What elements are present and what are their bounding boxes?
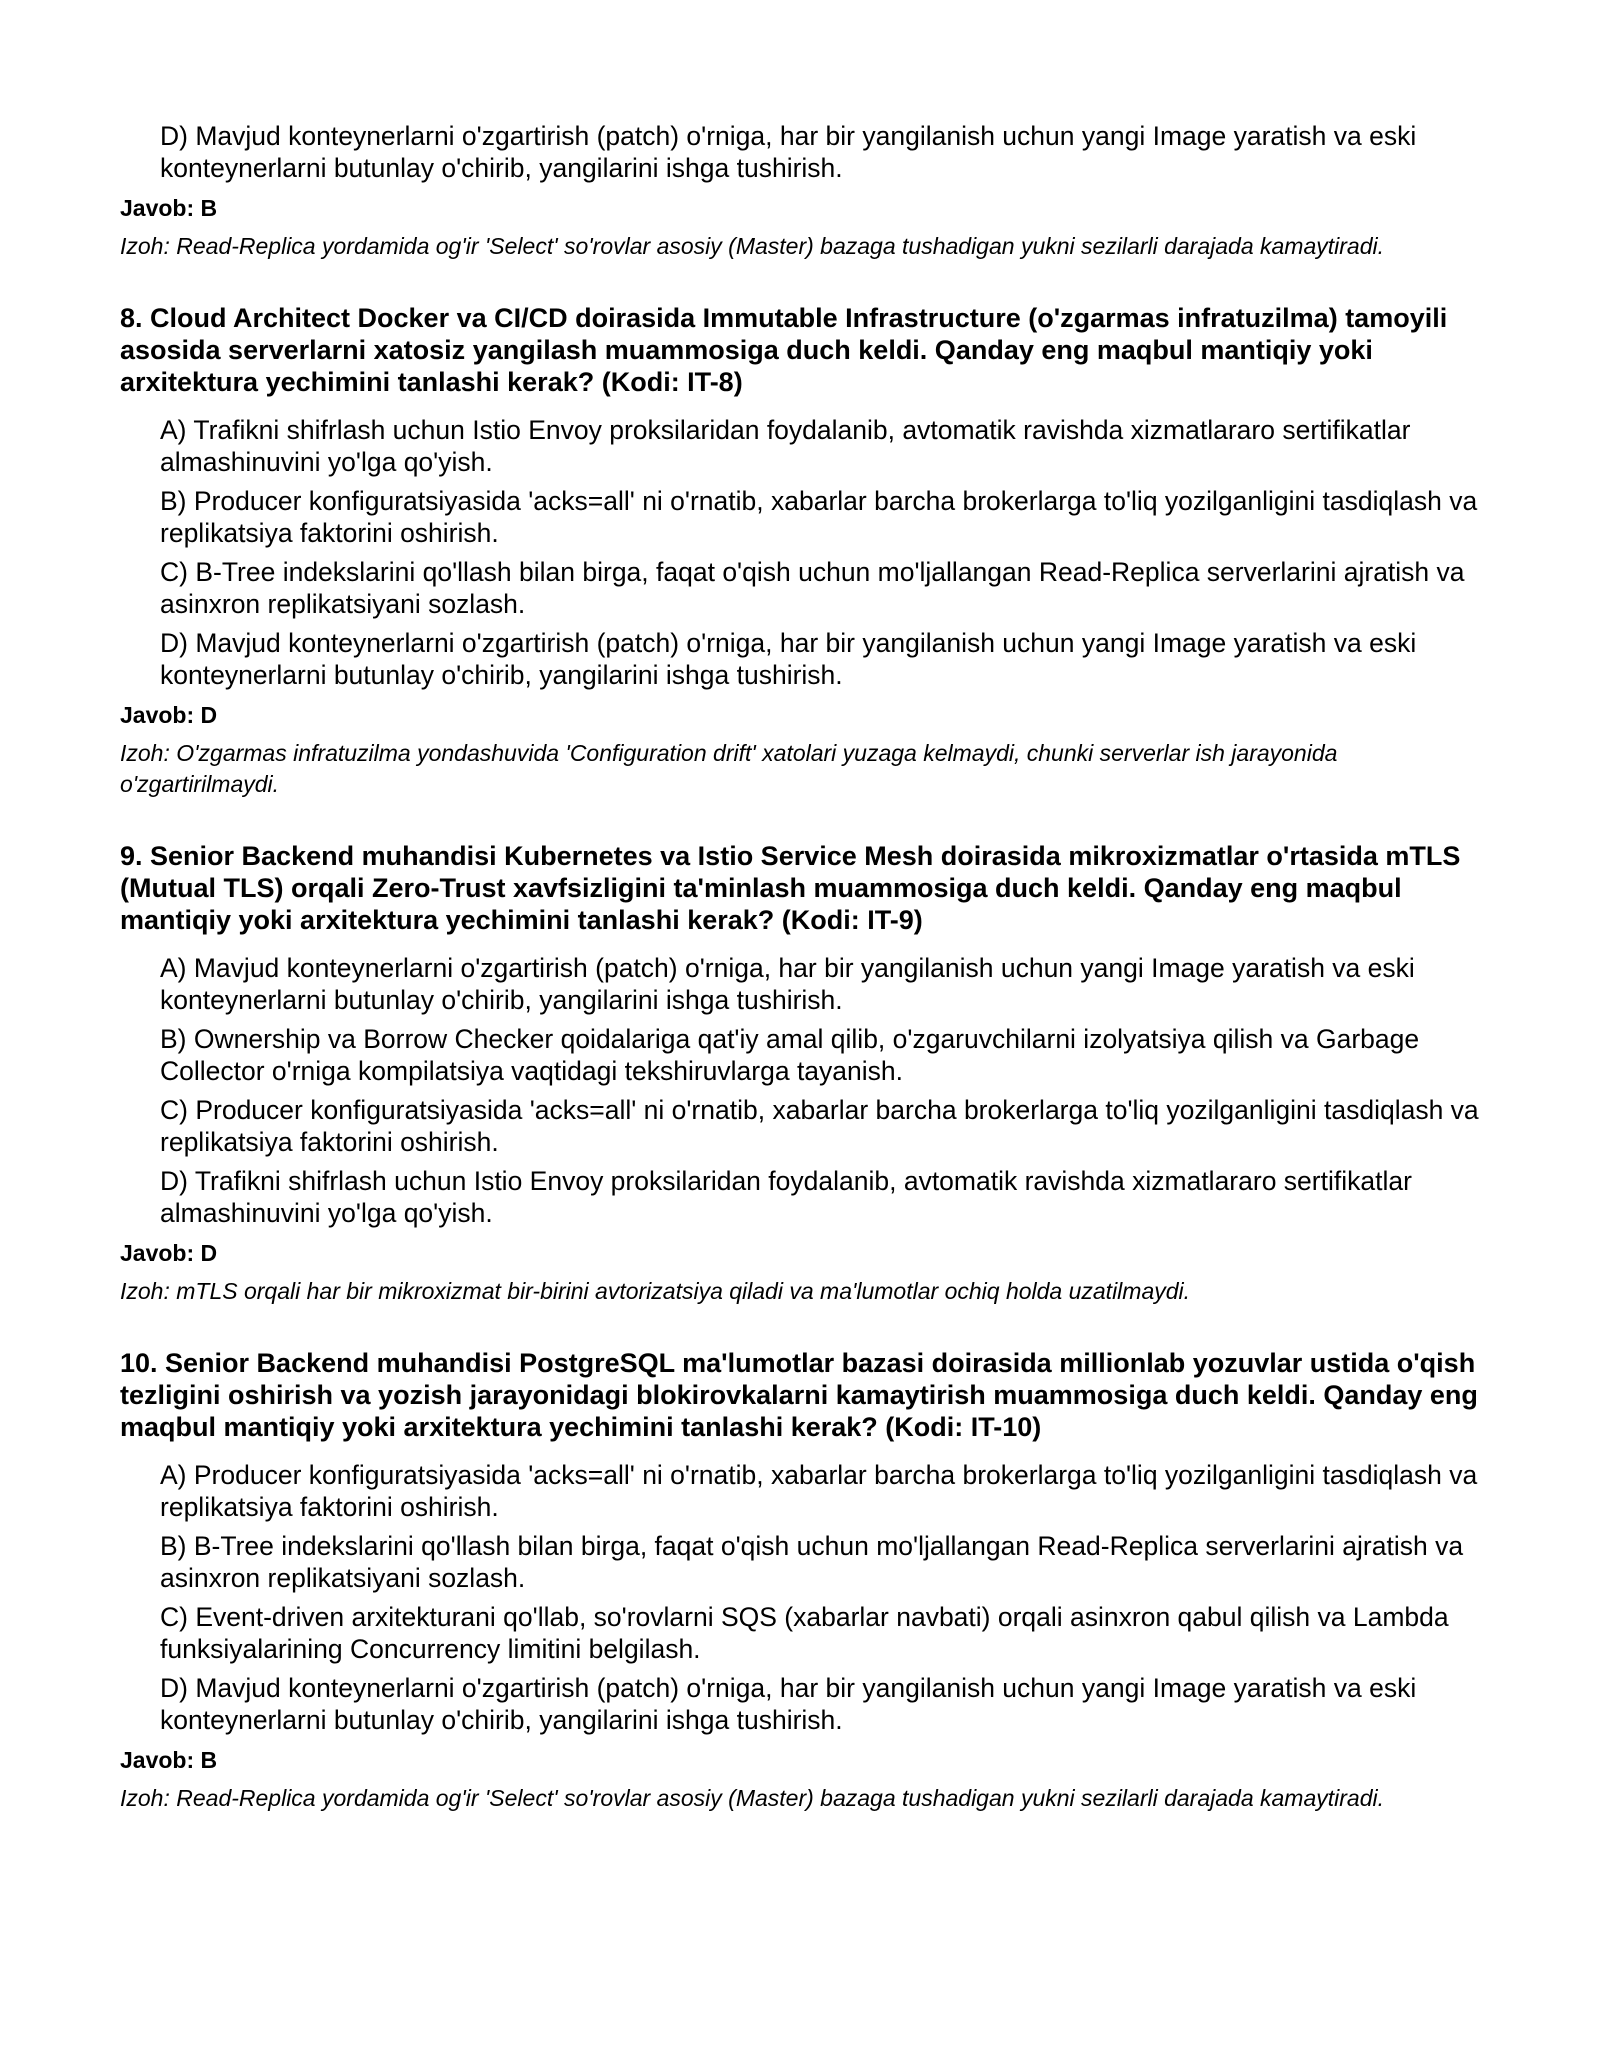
- option-b: B) B-Tree indekslarini qo'llash bilan birga, faqat o'qish uchun mo'ljallangan Read-Replica serverlarini ajratish va asinxron replikatsiyani sozlash.: [160, 1531, 1464, 1593]
- option-d: D) Trafikni shifrlash uchun Istio Envoy proksilaridan foydalanib, avtomatik ravishda xizmatlararo sertifikatlar almashinuvini yo'lga qo'yish.: [160, 1166, 1412, 1228]
- question-7-tail: [120, 120, 1490, 262]
- question-text: 8. Cloud Architect Docker va CI/CD doirasida Immutable Infrastructure (o'zgarmas infratuzilma) tamoyili asosida serverlarni xatosiz yangilash muammosiga duch keldi. Qanday eng maqbul mantiqiy yoki arxitektura yechimini tanlashi kerak? (Kodi: IT-8): [120, 303, 1448, 397]
- question-text: 10. Senior Backend muhandisi PostgreSQL ma'lumotlar bazasi doirasida millionlab yozuvlar ustida o'qish tezligini oshirish va yozish jarayonidagi blokirovkalarni kamaytirish muammosiga duch keldi. Qanday eng maqbul mantiqiy yoki arxitektura yechimini tanlashi kerak? (Kodi: IT-10): [120, 1348, 1478, 1442]
- option-d: D) Mavjud konteynerlarni o'zgartirish (patch) o'rniga, har bir yangilanish uchun yangi Image yaratish va eski konteynerlarni butunlay o'chirib, yangilarini ishga tushirish.: [160, 628, 1417, 690]
- answer-label: Javob: D: [120, 1240, 218, 1266]
- answer-label: Javob: B: [120, 1747, 218, 1773]
- option-d: D) Mavjud konteynerlarni o'zgartirish (patch) o'rniga, har bir yangilanish uchun yangi Image yaratish va eski konteynerlarni butunlay o'chirib, yangilarini ishga tushirish.: [160, 121, 1417, 183]
- option-c: C) Producer konfiguratsiyasida 'acks=all' ni o'rnatib, xabarlar barcha brokerlarga to'liq yozilganligini tasdiqlash va replikatsiya faktorini oshirish.: [160, 1095, 1479, 1157]
- option-b: B) Ownership va Borrow Checker qoidalariga qat'iy amal qilib, o'zgaruvchilarni izolyatsiya qilish va Garbage Collector o'rniga kompilatsiya vaqtidagi tekshiruvlarga tayanish.: [160, 1024, 1420, 1086]
- explanation-note: Izoh: Read-Replica yordamida og'ir 'Select' so'rovlar asosiy (Master) bazaga tushadigan yukni sezilarli darajada kamaytiradi.: [120, 233, 1384, 259]
- question-8: [120, 302, 1490, 800]
- answer-label: Javob: D: [120, 702, 218, 728]
- option-c: C) B-Tree indekslarini qo'llash bilan birga, faqat o'qish uchun mo'ljallangan Read-Replica serverlarini ajratish va asinxron replikatsiyani sozlash.: [160, 557, 1465, 619]
- question-10: [120, 1347, 1490, 1814]
- option-d: D) Mavjud konteynerlarni o'zgartirish (patch) o'rniga, har bir yangilanish uchun yangi Image yaratish va eski konteynerlarni butunlay o'chirib, yangilarini ishga tushirish.: [160, 1673, 1417, 1735]
- explanation-note: Izoh: Read-Replica yordamida og'ir 'Select' so'rovlar asosiy (Master) bazaga tushadigan yukni sezilarli darajada kamaytiradi.: [120, 1785, 1384, 1811]
- explanation-note: Izoh: O'zgarmas infratuzilma yondashuvida 'Configuration drift' xatolari yuzaga kelmaydi, chunki serverlar ish jarayonida o'zgartirilmaydi.: [120, 740, 1338, 797]
- option-c: C) Event-driven arxitekturani qo'llab, so'rovlarni SQS (xabarlar navbati) orqali asinxron qabul qilish va Lambda funksiyalarining Concurrency limitini belgilash.: [160, 1602, 1449, 1664]
- document-page: [120, 120, 1490, 1814]
- question-text: 9. Senior Backend muhandisi Kubernetes va Istio Service Mesh doirasida mikroxizmatlar o'rtasida mTLS (Mutual TLS) orqali Zero-Trust xavfsizligini ta'minlash muammosiga duch keldi. Qanday eng maqbul mantiqiy yoki arxitektura yechimini tanlashi kerak? (Kodi: IT-9): [120, 841, 1461, 935]
- answer-label: Javob: B: [120, 195, 218, 221]
- option-a: A) Trafikni shifrlash uchun Istio Envoy proksilaridan foydalanib, avtomatik ravishda xizmatlararo sertifikatlar almashinuvini yo'lga qo'yish.: [160, 415, 1411, 477]
- option-b: B) Producer konfiguratsiyasida 'acks=all' ni o'rnatib, xabarlar barcha brokerlarga to'liq yozilganligini tasdiqlash va replikatsiya faktorini oshirish.: [160, 486, 1478, 548]
- question-9: [120, 840, 1490, 1307]
- option-a: A) Producer konfiguratsiyasida 'acks=all' ni o'rnatib, xabarlar barcha brokerlarga to'liq yozilganligini tasdiqlash va replikatsiya faktorini oshirish.: [160, 1460, 1478, 1522]
- option-a: A) Mavjud konteynerlarni o'zgartirish (patch) o'rniga, har bir yangilanish uchun yangi Image yaratish va eski konteynerlarni butunlay o'chirib, yangilarini ishga tushirish.: [160, 953, 1415, 1015]
- explanation-note: Izoh: mTLS orqali har bir mikroxizmat bir-birini avtorizatsiya qiladi va ma'lumotlar ochiq holda uzatilmaydi.: [120, 1278, 1191, 1304]
